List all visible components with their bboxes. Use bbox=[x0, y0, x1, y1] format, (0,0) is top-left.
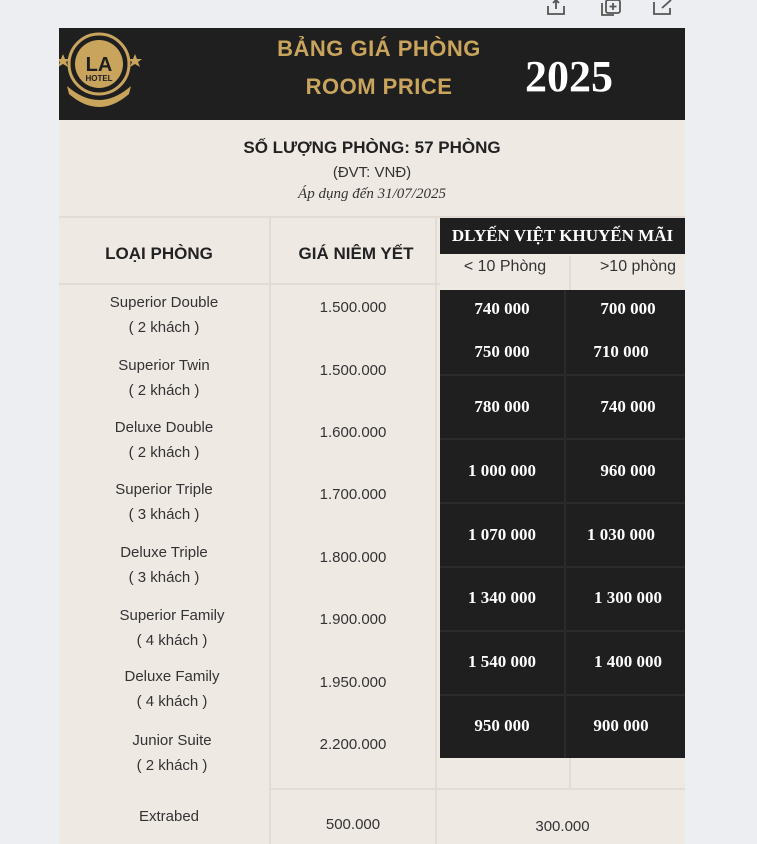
promo-price-gt10: 1 030 000 bbox=[587, 525, 655, 544]
promo-price-lt10: 740 000 bbox=[474, 299, 530, 318]
promo-price-lt10: 950 000 bbox=[474, 716, 530, 735]
header-room-type: LOẠI PHÒNG bbox=[105, 244, 213, 263]
svg-text:HOTEL: HOTEL bbox=[85, 74, 113, 83]
promo-price-gt10: 700 000 bbox=[600, 299, 656, 318]
table-row-room bbox=[59, 290, 269, 340]
title-vietnamese: BẢNG GIÁ PHÒNG bbox=[277, 36, 481, 61]
list-price: 1.600.000 bbox=[319, 424, 387, 441]
room-guests: ( 2 khách ) bbox=[136, 757, 208, 774]
divider bbox=[440, 374, 685, 376]
table-row-room bbox=[67, 603, 277, 653]
promo-price-gt10: 1 400 000 bbox=[594, 652, 662, 671]
copy-add-icon[interactable] bbox=[598, 0, 622, 16]
svg-text:LA: LA bbox=[85, 54, 113, 76]
promo-price-lt10: 1 000 000 bbox=[468, 461, 536, 480]
promo-price-lt10: 1 340 000 bbox=[468, 588, 536, 607]
room-guests: ( 4 khách ) bbox=[136, 693, 208, 710]
subheader-lt10: < 10 Phòng bbox=[463, 258, 547, 275]
edit-icon[interactable] bbox=[652, 0, 674, 16]
room-count: SỐ LƯỢNG PHÒNG: 57 PHÒNG bbox=[243, 138, 501, 157]
divider bbox=[440, 630, 685, 632]
room-name: Superior Twin bbox=[118, 357, 210, 374]
info-block bbox=[59, 120, 685, 216]
promo-price-gt10: 710 000 bbox=[593, 342, 649, 361]
promo-price-lt10: 750 000 bbox=[474, 342, 530, 361]
divider bbox=[440, 438, 685, 440]
year-label: 2025 bbox=[525, 52, 613, 101]
room-guests: ( 3 khách ) bbox=[128, 506, 200, 523]
promo-price-lt10: 1 540 000 bbox=[468, 652, 536, 671]
room-guests: ( 4 khách ) bbox=[136, 632, 208, 649]
table-row-room bbox=[59, 540, 269, 590]
room-guests: ( 2 khách ) bbox=[128, 444, 200, 461]
header-promo: DLYẾN VIỆT KHUYẾN MÃI bbox=[440, 218, 685, 254]
extrabed-list-price: 500.000 bbox=[325, 816, 381, 833]
price-card bbox=[59, 28, 685, 844]
hotel-logo bbox=[59, 28, 149, 112]
title-english: ROOM PRICE bbox=[305, 74, 453, 99]
list-price: 1.950.000 bbox=[319, 674, 387, 691]
promo-price-lt10: 1 070 000 bbox=[468, 525, 536, 544]
extrabed-promo-price: 300.000 bbox=[535, 818, 590, 835]
room-guests: ( 2 khách ) bbox=[128, 382, 200, 399]
divider bbox=[440, 694, 685, 696]
subheader-gt10: >10 phòng bbox=[599, 258, 677, 275]
list-price: 2.200.000 bbox=[319, 736, 387, 753]
promo-price-gt10: 740 000 bbox=[600, 397, 656, 416]
table-row-room bbox=[67, 664, 277, 714]
divider bbox=[440, 566, 685, 568]
toolbar-icons bbox=[540, 0, 680, 18]
divider bbox=[569, 758, 571, 788]
list-price: 1.700.000 bbox=[319, 486, 387, 503]
table-row-room bbox=[59, 477, 269, 527]
extrabed-label: Extrabed bbox=[138, 808, 200, 825]
room-guests: ( 3 khách ) bbox=[128, 569, 200, 586]
divider bbox=[440, 502, 685, 504]
list-price: 1.500.000 bbox=[319, 362, 387, 379]
promo-price-gt10: 960 000 bbox=[600, 461, 656, 480]
promo-price-lt10: 780 000 bbox=[474, 397, 530, 416]
divider bbox=[269, 788, 685, 790]
room-guests: ( 2 khách ) bbox=[128, 319, 200, 336]
divider bbox=[59, 283, 440, 285]
table-row-room bbox=[67, 728, 277, 778]
promo-price-gt10: 900 000 bbox=[593, 716, 649, 735]
divider bbox=[435, 216, 437, 844]
room-name: Junior Suite bbox=[132, 732, 212, 749]
table-row-room bbox=[59, 415, 269, 465]
room-name: Deluxe Family bbox=[124, 668, 220, 685]
promo-price-gt10: 1 300 000 bbox=[594, 588, 662, 607]
room-name: Superior Double bbox=[109, 294, 219, 311]
list-price: 1.900.000 bbox=[319, 611, 387, 628]
currency-unit: (ĐVT: VNĐ) bbox=[332, 164, 412, 181]
header-list-price: GIÁ NIÊM YẾT bbox=[298, 244, 414, 263]
room-name: Superior Triple bbox=[115, 481, 213, 498]
list-price: 1.800.000 bbox=[319, 549, 387, 566]
room-name: Superior Family bbox=[119, 607, 225, 624]
room-name: Deluxe Double bbox=[114, 419, 214, 436]
valid-until: Áp dụng đến 31/07/2025 bbox=[298, 186, 446, 202]
room-name: Deluxe Triple bbox=[120, 544, 208, 561]
table-row-room bbox=[59, 353, 269, 403]
list-price: 1.500.000 bbox=[319, 299, 387, 316]
header-banner bbox=[59, 28, 685, 120]
share-icon[interactable] bbox=[546, 0, 566, 16]
